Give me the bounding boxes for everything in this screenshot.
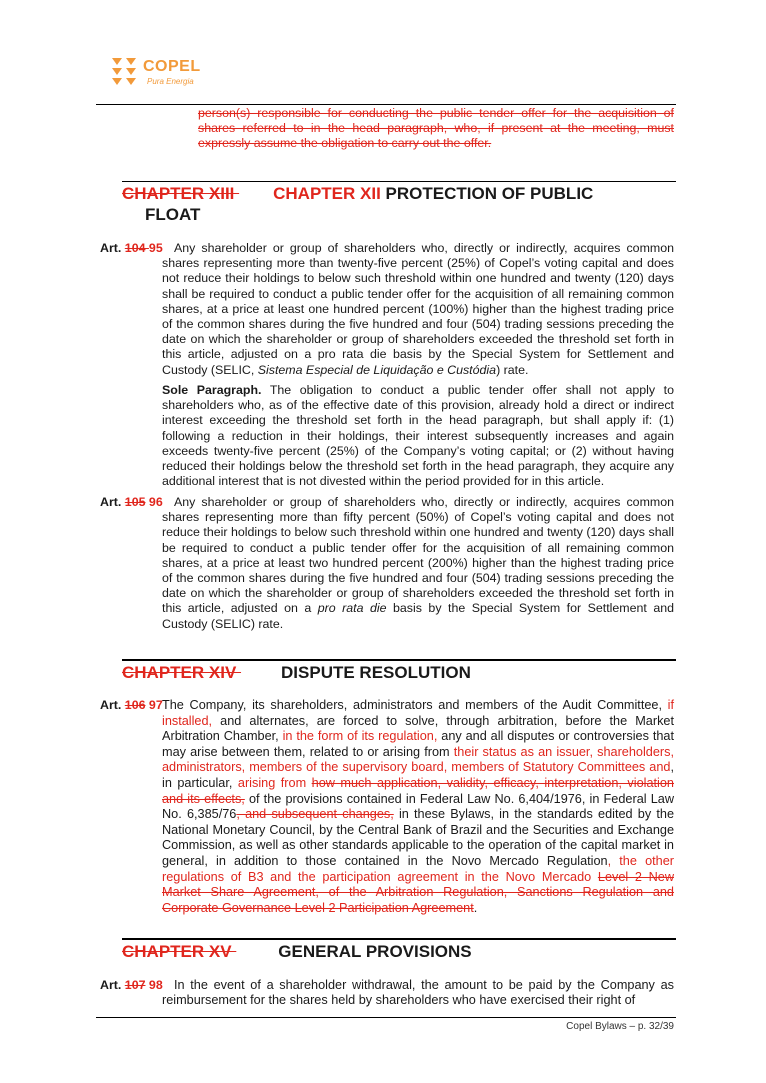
chapter-old-label: CHAPTER XIII (122, 184, 240, 203)
chapter-rule (122, 181, 676, 182)
chapter-rule (122, 659, 676, 661)
logo-tagline: Pura Energia (147, 77, 194, 86)
article-96-text: Any shareholder or group of shareholders who, directly or indirectly, acquires common shares representing more than fifty percent (50%) of Copel’s voting capital and does not reduce their holdings to below such threshold within one hundred and twenty (120) days shall be required to conduct a public tender offer for the acquisition of all remaining common shares, at a price at least two hundred percent (200%) higher than the highest trading price of the common shares during the five hundred and four (504) trading sessions preceding the date on which the shareholder or group of shareholders exceeded the threshold set forth in this article, adjusted on a pro rata die basis by the Special System for Settlement and Custody (SELIC) rate. (162, 495, 674, 631)
logo-name: COPEL (143, 58, 201, 75)
chapter-new-label: CHAPTER XII (273, 184, 381, 203)
chapter-title: PROTECTION OF PUBLIC (380, 184, 594, 203)
article-number-98: Art. 107 98 (100, 978, 163, 992)
header-rule (96, 104, 676, 105)
copel-logo-icon (110, 56, 140, 88)
struck-fragment: person(s) responsible for conducting the public tender offer for the acquisition of shares referred to in the head paragraph, who, if present at the meeting, must expressly assume the obligation to carry out the offer. (198, 106, 674, 151)
chapter-heading-dispute: CHAPTER XIV DISPUTE RESOLUTION (122, 663, 471, 682)
chapter-heading-general: CHAPTER XV GENERAL PROVISIONS (122, 942, 472, 961)
article-95-text: Any shareholder or group of shareholders who, directly or indirectly, acquires common shares representing more than twenty-five percent (25%) of Copel’s voting capital and does not reduce their holdings to below such threshold within one hundred and twenty (120) days shall be required to conduct a public tender offer for the acquisition of all remaining common shares, at a price at least one hundred percent (100%) higher than the highest trading price of the common shares during the five hundred and four (504) trading sessions preceding the date on which the shareholder or group of shareholders exceeded the threshold set forth in this article, adjusted on a pro rata die basis by the Special System for Settlement and Custody (SELIC, Sistema Especial de Liquidação e Custódia) rate. (162, 241, 674, 377)
article-number-96: Art. 105 96 (100, 495, 163, 509)
footer-rule (96, 1017, 676, 1018)
article-95-sole-paragraph: Sole Paragraph. The obligation to conduct a public tender offer shall not apply to shareholders who, as of the effective date of this provision, already hold a direct or indirect interest exceeding the threshold set forth in the head paragraph, but shall apply if: (1) following a reduction in their holdings, their interest subsequently increases and again exceeds twenty-five percent (25%) of the Company’s voting capital; or (2) without having reduced their holdings below the threshold set forth in the head paragraph, they acquire any additional interest that is not divested within the period provided for in this article. (162, 383, 674, 489)
copel-logo (110, 54, 220, 94)
article-97-text: The Company, its shareholders, administrators and members of the Audit Committee, if installed, and alternates, are forced to solve, through arbitration, before the Market Arbitration Chamber, in the form of its regulation, any and all disputes or controversies that may arise between them, related to or arising from their status as an issuer, shareholders, administrators, members of the supervisory board, members of Statutory Committees and, in particular, arising from how much application, validity, efficacy, interpretation, violation and its effects, of the provisions contained in Federal Law No. 6,404/1976, in Federal Law No. 6,385/76, and subsequent changes, in these Bylaws, in the standards edited by the National Monetary Council, by the Central Bank of Brazil and the Securities and Exchange Commission, as well as other standards applicable to the operation of the capital market in general, in addition to those contained in the Novo Mercado Regulation, the other regulations of B3 and the participation agreement in the Novo Mercado Level 2 New Market Share Agreement, of the Arbitration Regulation, Sanctions Regulation and Corporate Governance Level 2 Participation Agreement. (162, 698, 675, 915)
article-98-text: In the event of a shareholder withdrawal, the amount to be paid by the Company as reimbursement for the shares held by shareholders who have exercised their right of (162, 978, 674, 1008)
article-number-95: Art. 104 95 (100, 241, 163, 255)
chapter-title-line2: FLOAT (145, 205, 201, 224)
page-footer: Copel Bylaws – p. 32/39 (566, 1021, 674, 1032)
chapter-heading-protection (122, 183, 593, 204)
article-number-97: Art. 106 97 (100, 698, 163, 712)
chapter-rule (122, 938, 676, 940)
